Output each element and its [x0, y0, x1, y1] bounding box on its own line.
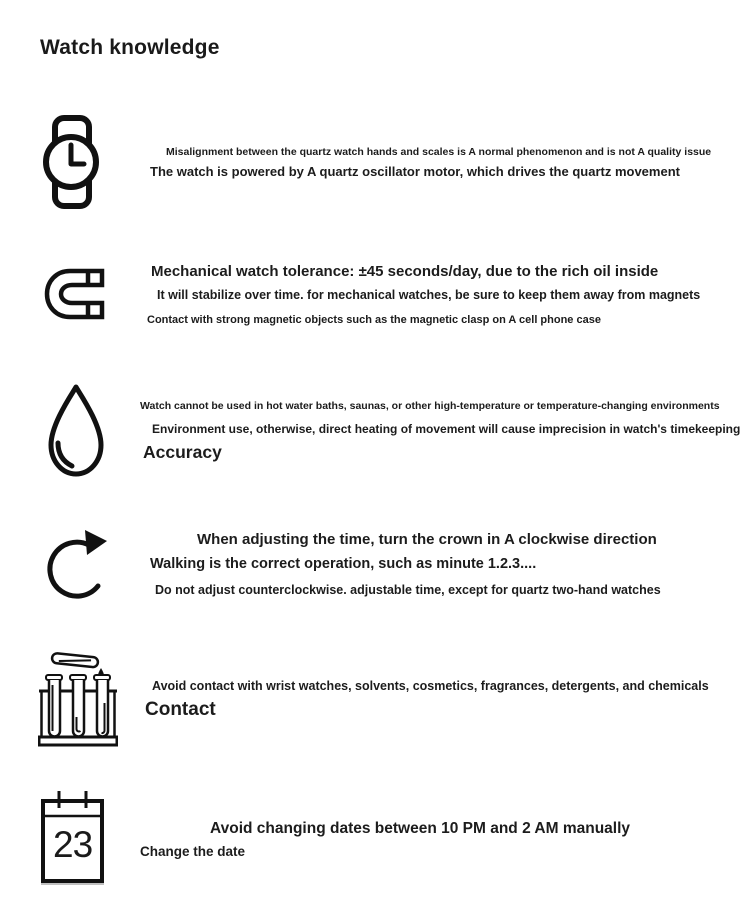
adjust-walking-text: Walking is the correct operation, such as minute 1.2.3....: [150, 556, 537, 572]
accuracy-environment-text: Environment use, otherwise, direct heating of movement will cause imprecision in watch's timekeeping: [152, 422, 741, 436]
adjust-counterclockwise-text: Do not adjust counterclockwise. adjustable time, except for quartz two-hand watches: [155, 583, 661, 597]
magnet-stabilize-text: It will stabilize over time. for mechanical watches, be sure to keep them away from magnets: [157, 288, 701, 302]
adjust-crown-text: When adjusting the time, turn the crown in A clockwise direction: [197, 531, 657, 548]
quartz-main-text: The watch is powered by A quartz oscillator motor, which drives the quartz movement: [150, 164, 680, 179]
contact-heading: Contact: [145, 699, 216, 720]
accuracy-heading: Accuracy: [143, 442, 222, 462]
magnet-contact-text: Contact with strong magnetic objects such as the magnetic clasp on A cell phone case: [147, 314, 601, 326]
watch-icon: [42, 114, 100, 210]
page-title: Watch knowledge: [40, 36, 220, 59]
quartz-note-text: Misalignment between the quartz watch hands and scales is A normal phenomenon and is not A quality issue: [166, 146, 712, 158]
test-tubes-icon: [38, 645, 118, 748]
accuracy-hot-water-text: Watch cannot be used in hot water baths, saunas, or other high-temperature or temperature-changing environments: [140, 400, 720, 412]
magnet-icon: [43, 266, 105, 322]
calendar-day-number: 23: [53, 824, 93, 865]
magnet-tolerance-text: Mechanical watch tolerance: ±45 seconds/day, due to the rich oil inside: [151, 263, 659, 280]
water-drop-icon: [42, 382, 110, 480]
contact-avoid-text: Avoid contact with wrist watches, solvents, cosmetics, fragrances, detergents, and chemicals: [152, 679, 709, 693]
date-avoid-text: Avoid changing dates between 10 PM and 2 AM manually: [210, 820, 631, 837]
date-heading: Change the date: [140, 844, 246, 859]
clockwise-arrow-icon: [45, 525, 111, 605]
